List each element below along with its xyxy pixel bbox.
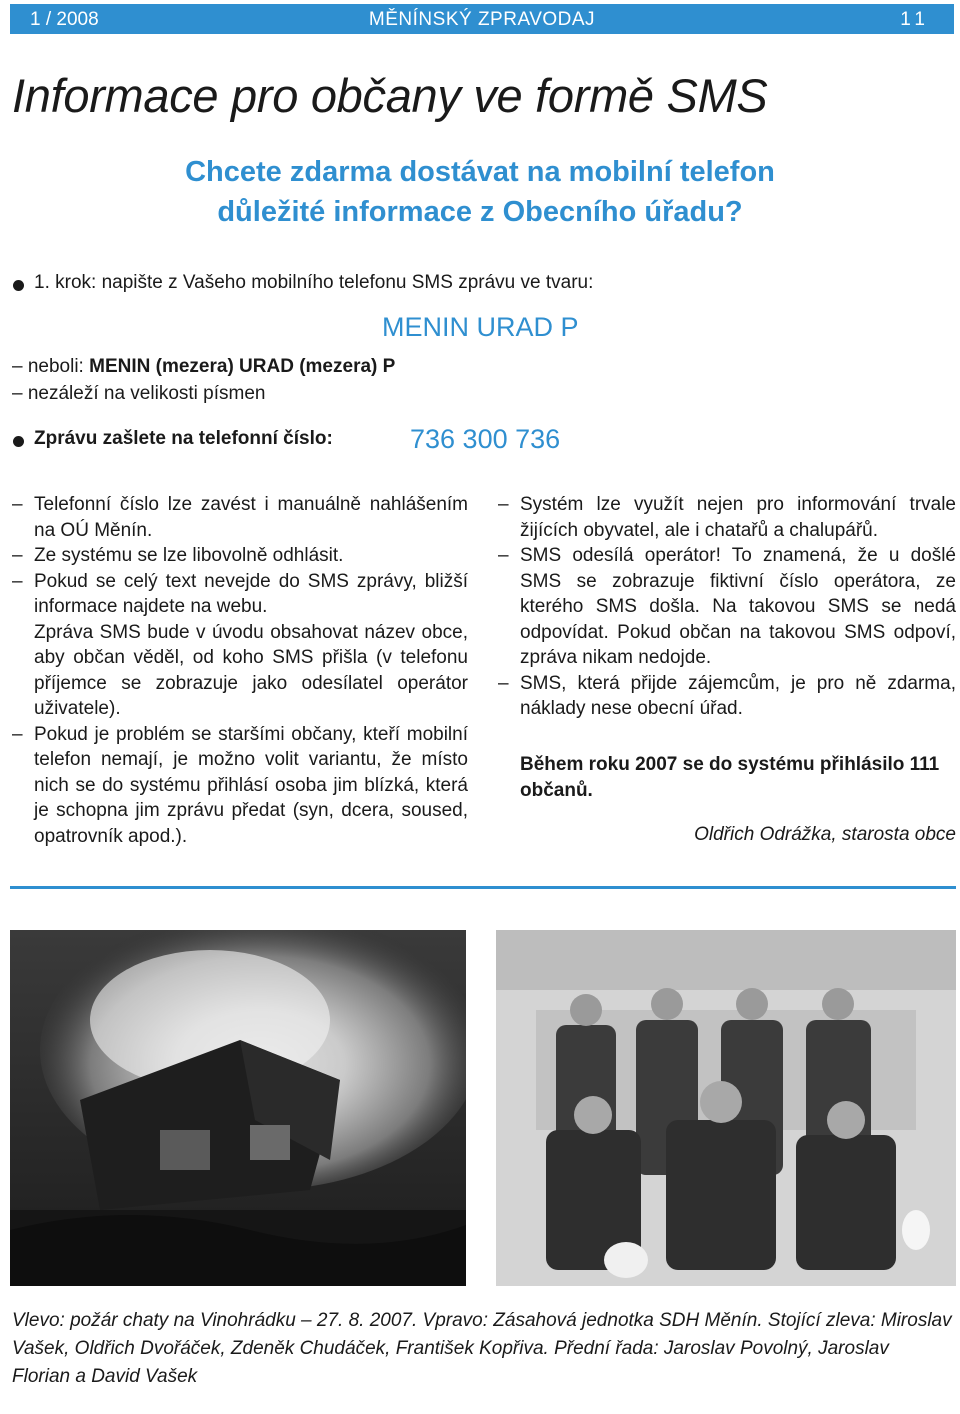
bullet-icon — [13, 436, 24, 447]
dash-icon: – — [498, 494, 509, 515]
article-subtitle — [0, 152, 960, 232]
fire-brigade-photo-image — [496, 930, 956, 1286]
left-column — [12, 492, 468, 849]
fire-photo-image — [10, 930, 466, 1286]
list-item: – Pokud je problém se staršími občany, kteří mobilní telefon nemají, je možno volit variantu, že místo nich se do systému přihlásí osoba jim blízká, která je schopna jim zprávu předat (syn, dcera, soused, opatrovník apod.). — [12, 723, 468, 847]
send-to-label: Zprávu zašlete na telefonní číslo: — [34, 428, 333, 449]
photo-caption: Vlevo: požár chaty na Vinohrádku – 27. 8. 2007. Vpravo: Zásahová jednotka SDH Měnín. Stojící zleva: Miroslav Vašek, Oldřich Dvořáček, Zdeněk Chudáček, František Kopřiva. Přední řada: Jaroslav Povolný, Jaroslav Florian a David Vašek — [12, 1310, 952, 1387]
registration-highlight: Během roku 2007 se do systému přihlásilo 111 občanů. — [520, 753, 940, 801]
fire-brigade-photo — [496, 930, 956, 1286]
list-item: – Pokud se celý text nevejde do SMS zprávy, bližší informace najdete na webu. — [12, 570, 468, 617]
fire-photo — [10, 930, 466, 1286]
page-header — [10, 4, 954, 34]
list-item: – SMS, která přijde zájemcům, je pro ně zdarma, náklady nese obecní úřad. — [498, 672, 956, 719]
dash-icon: – — [498, 672, 509, 694]
list-item: – SMS odesílá operátor! To znamená, že u došlé SMS se zobrazuje fiktivní číslo operátora, ze kterého SMS došla. Na takovou SMS se nedá odpovídat. Pokud občan na takovou SMS odpoví, zpráva nikam nedojde. — [498, 545, 956, 668]
step-one-text: 1. krok: napište z Vašeho mobilního telefonu SMS zprávu ve tvaru: — [34, 272, 594, 293]
subtitle-line-2: důležité informace z Obecního úřadu? — [217, 196, 743, 228]
dash-icon: – — [12, 570, 23, 592]
alternative-prefix: – neboli: — [12, 356, 84, 377]
sms-format-text: MENIN URAD P — [382, 312, 579, 342]
alternative-format — [12, 356, 395, 378]
case-note: – nezáleží na velikosti písmen — [12, 383, 266, 404]
page-number: 11 — [900, 9, 930, 30]
dash-icon: – — [498, 545, 509, 566]
right-column — [498, 492, 956, 847]
issue-number: 1 / 2008 — [30, 9, 99, 30]
paragraph: Zpráva SMS bude v úvodu obsahovat název obce, aby občan věděl, od koho SMS přišla (v telefonu příjemce se zobrazuje jako odesílatel operátor uživatele). — [34, 621, 468, 719]
publication-name: MĚNÍNSKÝ ZPRAVODAJ — [368, 9, 596, 30]
dash-icon: – — [12, 494, 23, 515]
signature: Oldřich Odrážka, starosta obce — [694, 823, 956, 845]
dash-icon: – — [12, 723, 23, 745]
list-item: – Ze systému se lze libovolně odhlásit. — [12, 543, 468, 569]
section-divider — [10, 886, 956, 889]
bullet-icon — [13, 280, 24, 291]
article-title: Informace pro občany ve formě SMS — [12, 69, 768, 122]
list-item: – Telefonní číslo lze zavést i manuálně nahlášením na OÚ Měnín. — [12, 494, 468, 541]
alternative-text: MENIN (mezera) URAD (mezera) P — [89, 356, 396, 377]
dash-icon: – — [12, 545, 23, 566]
subtitle-line-1: Chcete zdarma dostávat na mobilní telefon — [185, 156, 775, 188]
list-item: – Systém lze využít nejen pro informování trvale žijících obyvatel, ale i chatařů a chalupářů. — [498, 494, 956, 541]
phone-number: 736 300 736 — [410, 424, 561, 454]
